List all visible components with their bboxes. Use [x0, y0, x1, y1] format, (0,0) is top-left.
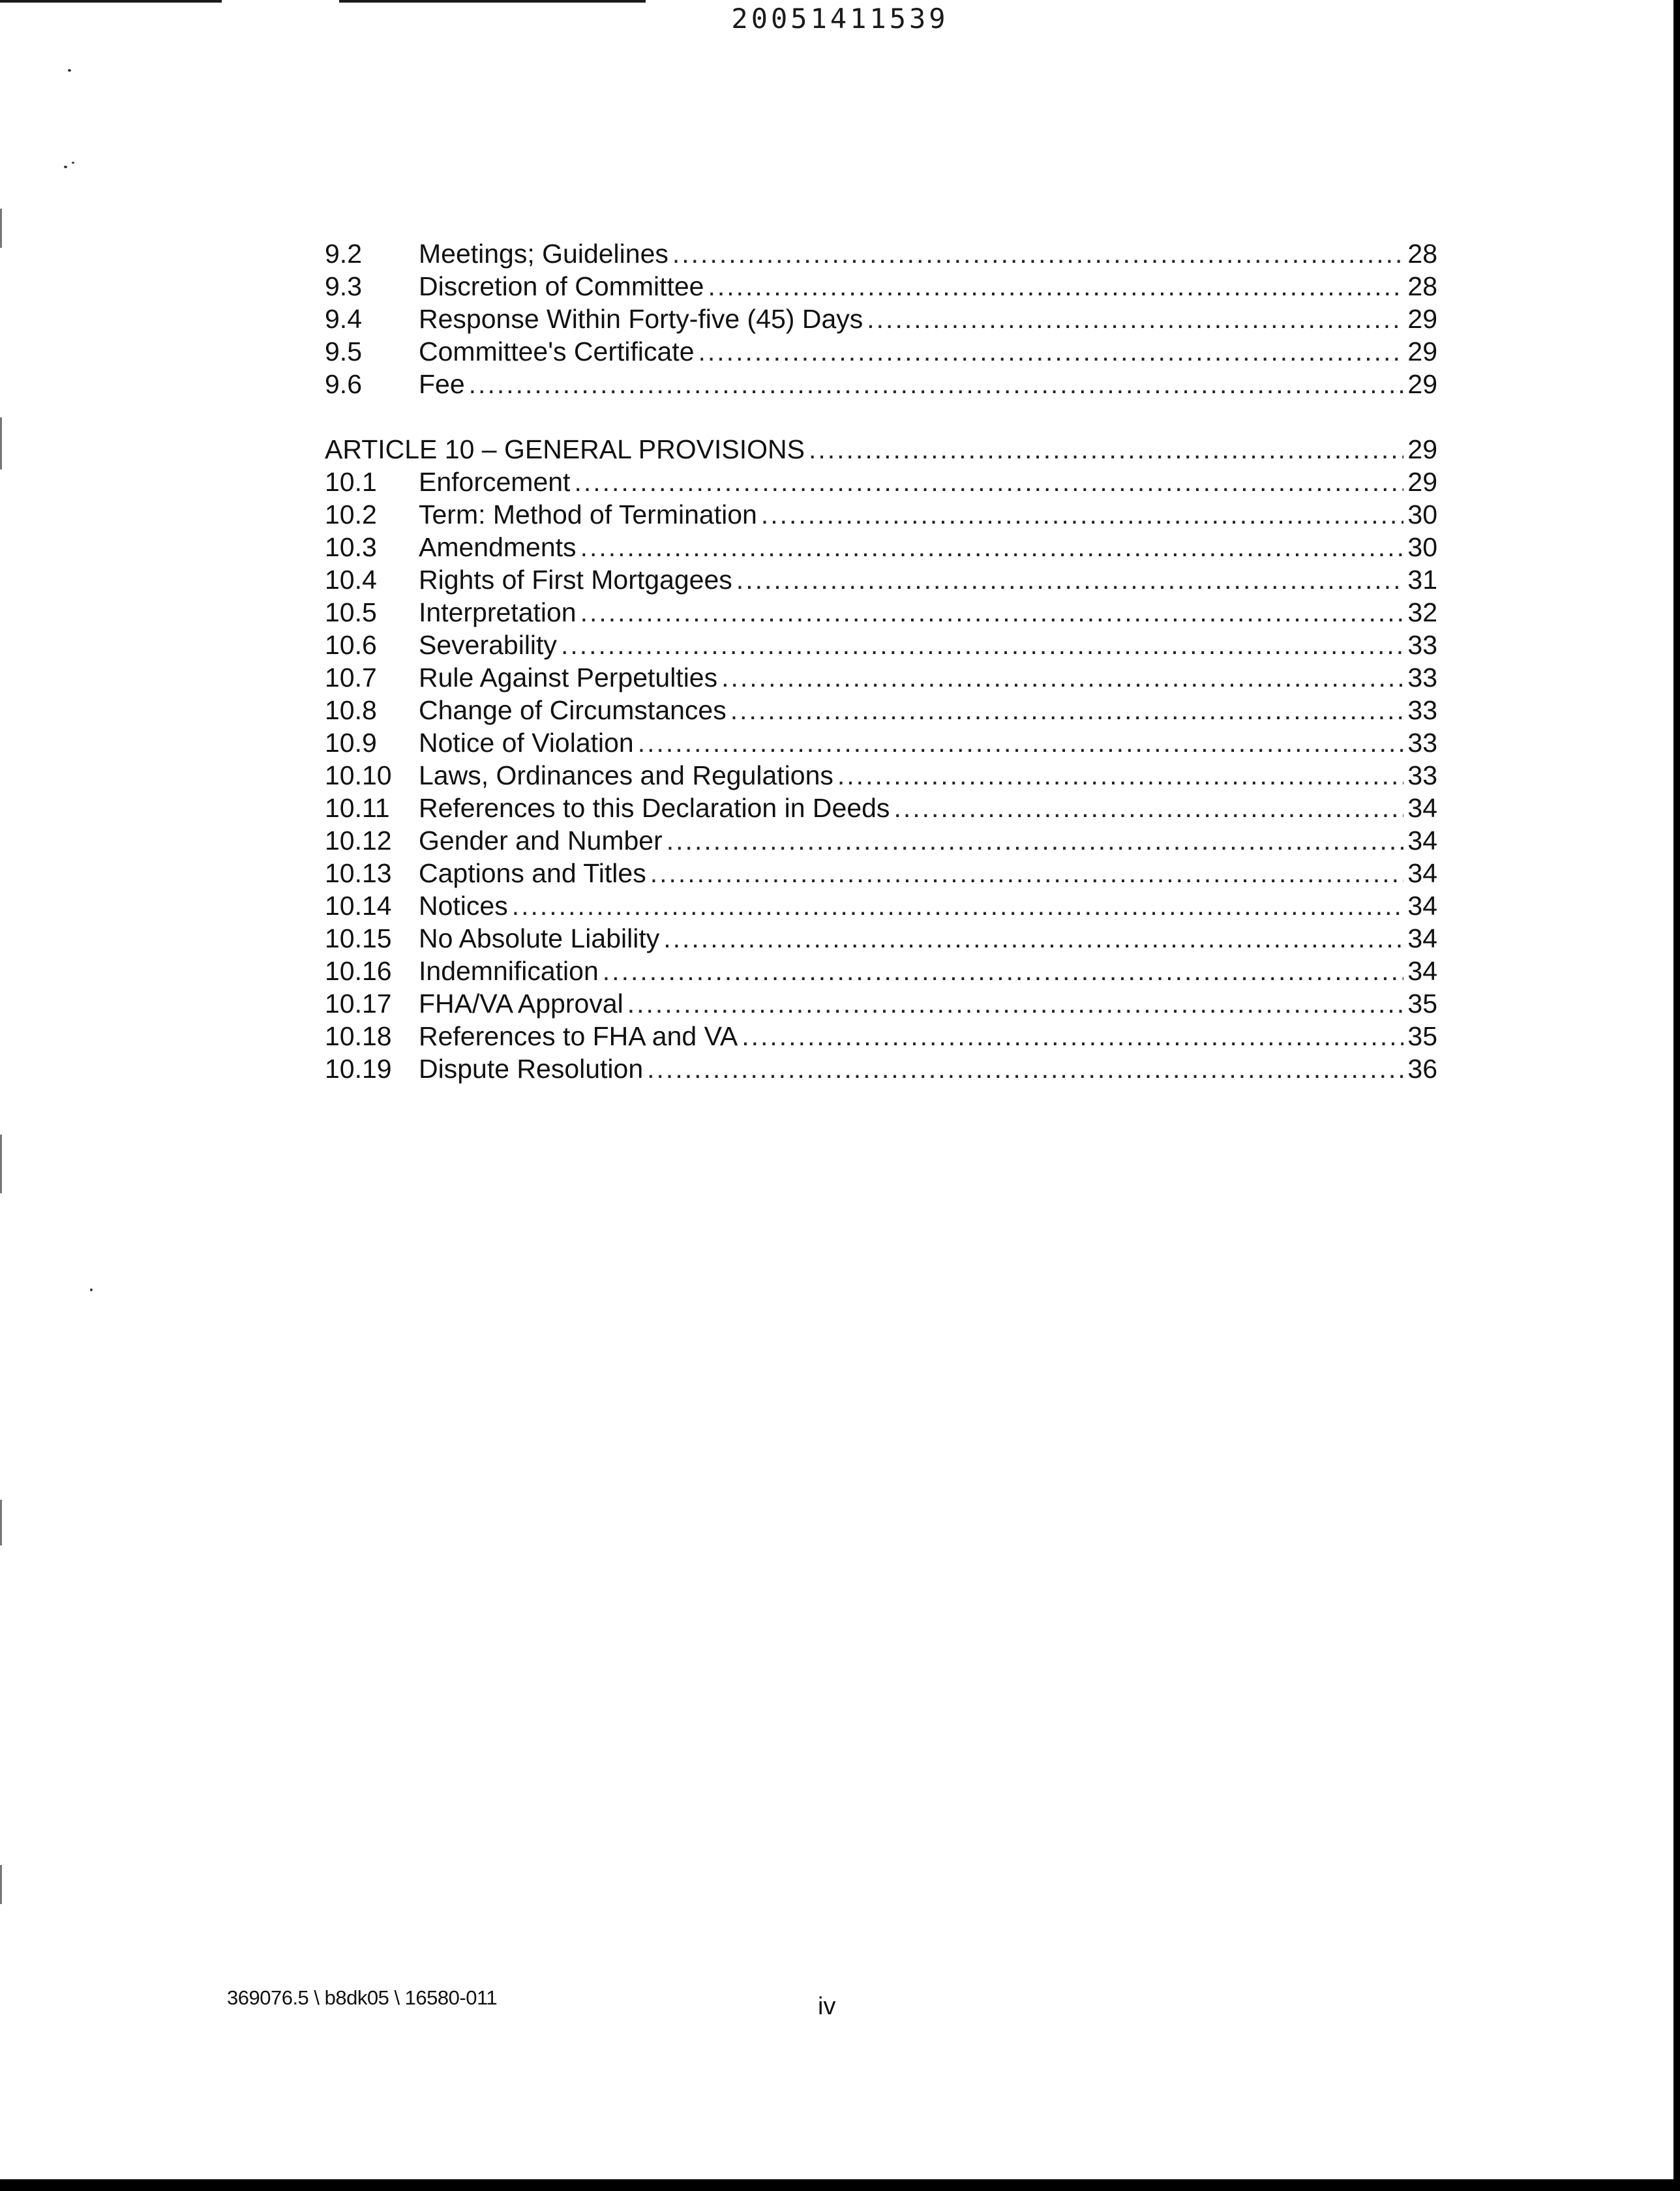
toc-entry [325, 759, 1437, 792]
dot-leader [761, 498, 1404, 531]
toc-entry [325, 824, 1437, 857]
toc-entry-title: Notices [419, 891, 508, 921]
toc-entry-number: 9.5 [325, 336, 362, 366]
toc-entry-title: Meetings; Guidelines [419, 239, 668, 269]
scan-right-border [1673, 0, 1680, 2191]
scan-bottom-border [0, 2179, 1680, 2191]
toc-entry-number: 9.2 [325, 239, 362, 269]
dot-leader [721, 661, 1403, 694]
toc-entry-page: 28 [1407, 271, 1437, 301]
toc-entry-number: 10.4 [325, 565, 377, 595]
toc-entry-page: 35 [1407, 1021, 1437, 1051]
toc-entry-title: Term: Method of Termination [419, 499, 757, 529]
toc-entry-page: 29 [1407, 369, 1437, 399]
toc-entry-title: Notice of Violation [419, 728, 634, 758]
toc-entry [325, 661, 1437, 694]
toc-entry [325, 498, 1437, 531]
toc-entry-title: Response Within Forty-five (45) Days [419, 304, 863, 334]
toc-entry-title: Dispute Resolution [419, 1054, 644, 1084]
scan-speck [68, 69, 71, 72]
dot-leader [627, 987, 1404, 1020]
toc-entry-page: 30 [1407, 499, 1437, 529]
scan-edge-mark [0, 417, 2, 470]
toc-entry [325, 922, 1437, 955]
toc-entry-page: 34 [1407, 891, 1437, 921]
dot-leader [574, 466, 1403, 498]
toc-entry-page: 31 [1407, 565, 1437, 595]
toc-entry-number: 10.3 [325, 532, 377, 562]
toc-entry-number: 10.16 [325, 956, 392, 986]
toc-entry [325, 237, 1437, 270]
toc-entry-number: 10.8 [325, 695, 377, 725]
toc-entry-title: Laws, Ordinances and Regulations [419, 760, 833, 790]
dot-leader [742, 1020, 1403, 1052]
toc-entry-title: Captions and Titles [419, 858, 646, 888]
toc-entry-number: 10.10 [325, 760, 392, 790]
toc-entry [325, 694, 1437, 726]
toc-entry-title: No Absolute Liability [419, 923, 660, 953]
dot-leader [867, 303, 1403, 335]
toc-entry-title: Rights of First Mortgagees [419, 565, 732, 595]
toc-entry-page: 29 [1407, 304, 1437, 334]
toc-entry-page: 29 [1407, 467, 1437, 497]
toc-entry-number: 10.14 [325, 891, 392, 921]
toc-entry [325, 1052, 1437, 1085]
toc-entry-page: 34 [1407, 793, 1437, 823]
article-10-page: 29 [1407, 434, 1437, 464]
toc-entry-title: Committee's Certificate [419, 336, 695, 366]
toc-entry-number: 10.19 [325, 1054, 392, 1084]
article-10-heading [325, 433, 1437, 466]
toc-entry-title: Enforcement [419, 467, 571, 497]
toc-entry [325, 629, 1437, 661]
toc-entry [325, 303, 1437, 335]
toc-entry-number: 9.6 [325, 369, 362, 399]
toc-entry-number: 10.13 [325, 858, 392, 888]
toc-entry [325, 889, 1437, 922]
toc-entry-title: Interpretation [419, 597, 577, 627]
toc-entry-page: 29 [1407, 336, 1437, 366]
toc-entry-number: 9.3 [325, 271, 362, 301]
toc-entry [325, 726, 1437, 759]
toc-entry-number: 10.2 [325, 499, 377, 529]
toc-entry-title: Gender and Number [419, 826, 663, 856]
toc-entry [325, 1020, 1437, 1052]
toc-entry-title: Discretion of Committee [419, 271, 704, 301]
toc-entry-page: 33 [1407, 630, 1437, 660]
dot-leader [603, 955, 1404, 987]
dot-leader [736, 563, 1404, 596]
toc-entry-title: References to this Declaration in Deeds [419, 793, 890, 823]
toc-entry-title: Indemnification [419, 956, 599, 986]
toc-entry-title: FHA/VA Approval [419, 989, 623, 1019]
dot-leader [580, 531, 1404, 563]
dot-leader [650, 857, 1404, 889]
toc-entry [325, 857, 1437, 889]
toc-entry [325, 466, 1437, 498]
footer-document-reference: 369076.5 \ b8dk05 \ 16580-011 [227, 1986, 498, 2009]
dot-leader [667, 824, 1404, 857]
toc-entry-page: 34 [1407, 956, 1437, 986]
document-number: 20051411539 [731, 3, 949, 35]
toc-entry-number: 10.11 [325, 793, 390, 823]
toc-entry [325, 955, 1437, 987]
dot-leader [580, 596, 1404, 629]
toc-entry-page: 34 [1407, 858, 1437, 888]
dot-leader [638, 726, 1404, 759]
toc-entry-number: 10.15 [325, 923, 392, 953]
section-10-entries [325, 466, 1437, 1085]
toc-entry-number: 10.9 [325, 728, 377, 758]
dot-leader [893, 792, 1403, 824]
dot-leader [561, 629, 1403, 661]
scan-speck [72, 162, 74, 164]
dot-leader [647, 1052, 1403, 1085]
toc-entry-number: 10.17 [325, 989, 392, 1019]
toc-entry-page: 33 [1407, 695, 1437, 725]
toc-entry [325, 368, 1437, 400]
toc-entry-title: Change of Circumstances [419, 695, 727, 725]
table-of-contents [325, 237, 1437, 1085]
toc-entry [325, 335, 1437, 368]
toc-entry-page: 34 [1407, 923, 1437, 953]
toc-entry-title: References to FHA and VA [419, 1021, 738, 1051]
dot-leader [708, 270, 1403, 303]
toc-entry [325, 563, 1437, 596]
toc-entry-number: 10.18 [325, 1021, 392, 1051]
dot-leader [698, 335, 1404, 368]
dot-leader [672, 237, 1404, 270]
toc-entry-title: Fee [419, 369, 465, 399]
scan-edge-mark [0, 1135, 2, 1193]
scan-speck [64, 166, 67, 168]
toc-entry-page: 33 [1407, 760, 1437, 790]
toc-entry-page: 32 [1407, 597, 1437, 627]
toc-entry-page: 30 [1407, 532, 1437, 562]
toc-entry-title: Amendments [419, 532, 577, 562]
article-10-title: ARTICLE 10 – GENERAL PROVISIONS [325, 434, 805, 464]
toc-entry [325, 987, 1437, 1020]
dot-leader [809, 433, 1403, 466]
toc-entry-page: 33 [1407, 663, 1437, 693]
scan-speck [90, 1289, 93, 1291]
scan-edge-mark [0, 1500, 2, 1545]
toc-entry-page: 34 [1407, 826, 1437, 856]
toc-entry-page: 28 [1407, 239, 1437, 269]
dot-leader [730, 694, 1404, 726]
toc-entry-number: 10.1 [325, 467, 377, 497]
toc-entry-page: 33 [1407, 728, 1437, 758]
dot-leader [837, 759, 1404, 792]
footer-page-number: iv [818, 1993, 836, 2020]
toc-entry [325, 531, 1437, 563]
dot-leader [663, 922, 1403, 955]
toc-entry [325, 596, 1437, 629]
toc-entry [325, 270, 1437, 303]
toc-entry-number: 10.12 [325, 826, 392, 856]
toc-entry-number: 10.5 [325, 597, 377, 627]
toc-entry-title: Severability [419, 630, 557, 660]
toc-entry-page: 36 [1407, 1054, 1437, 1084]
toc-entry-number: 10.6 [325, 630, 377, 660]
toc-entry-title: Rule Against Perpetulties [419, 663, 718, 693]
dot-leader [469, 368, 1404, 400]
dot-leader [512, 889, 1404, 922]
toc-spacer [325, 400, 1437, 433]
toc-entry-number: 9.4 [325, 304, 362, 334]
section-9-entries [325, 237, 1437, 400]
scan-edge-mark [0, 209, 2, 248]
toc-entry [325, 792, 1437, 824]
toc-entry-page: 35 [1407, 989, 1437, 1019]
scan-edge-mark [0, 1865, 2, 1904]
toc-entry-number: 10.7 [325, 663, 377, 693]
